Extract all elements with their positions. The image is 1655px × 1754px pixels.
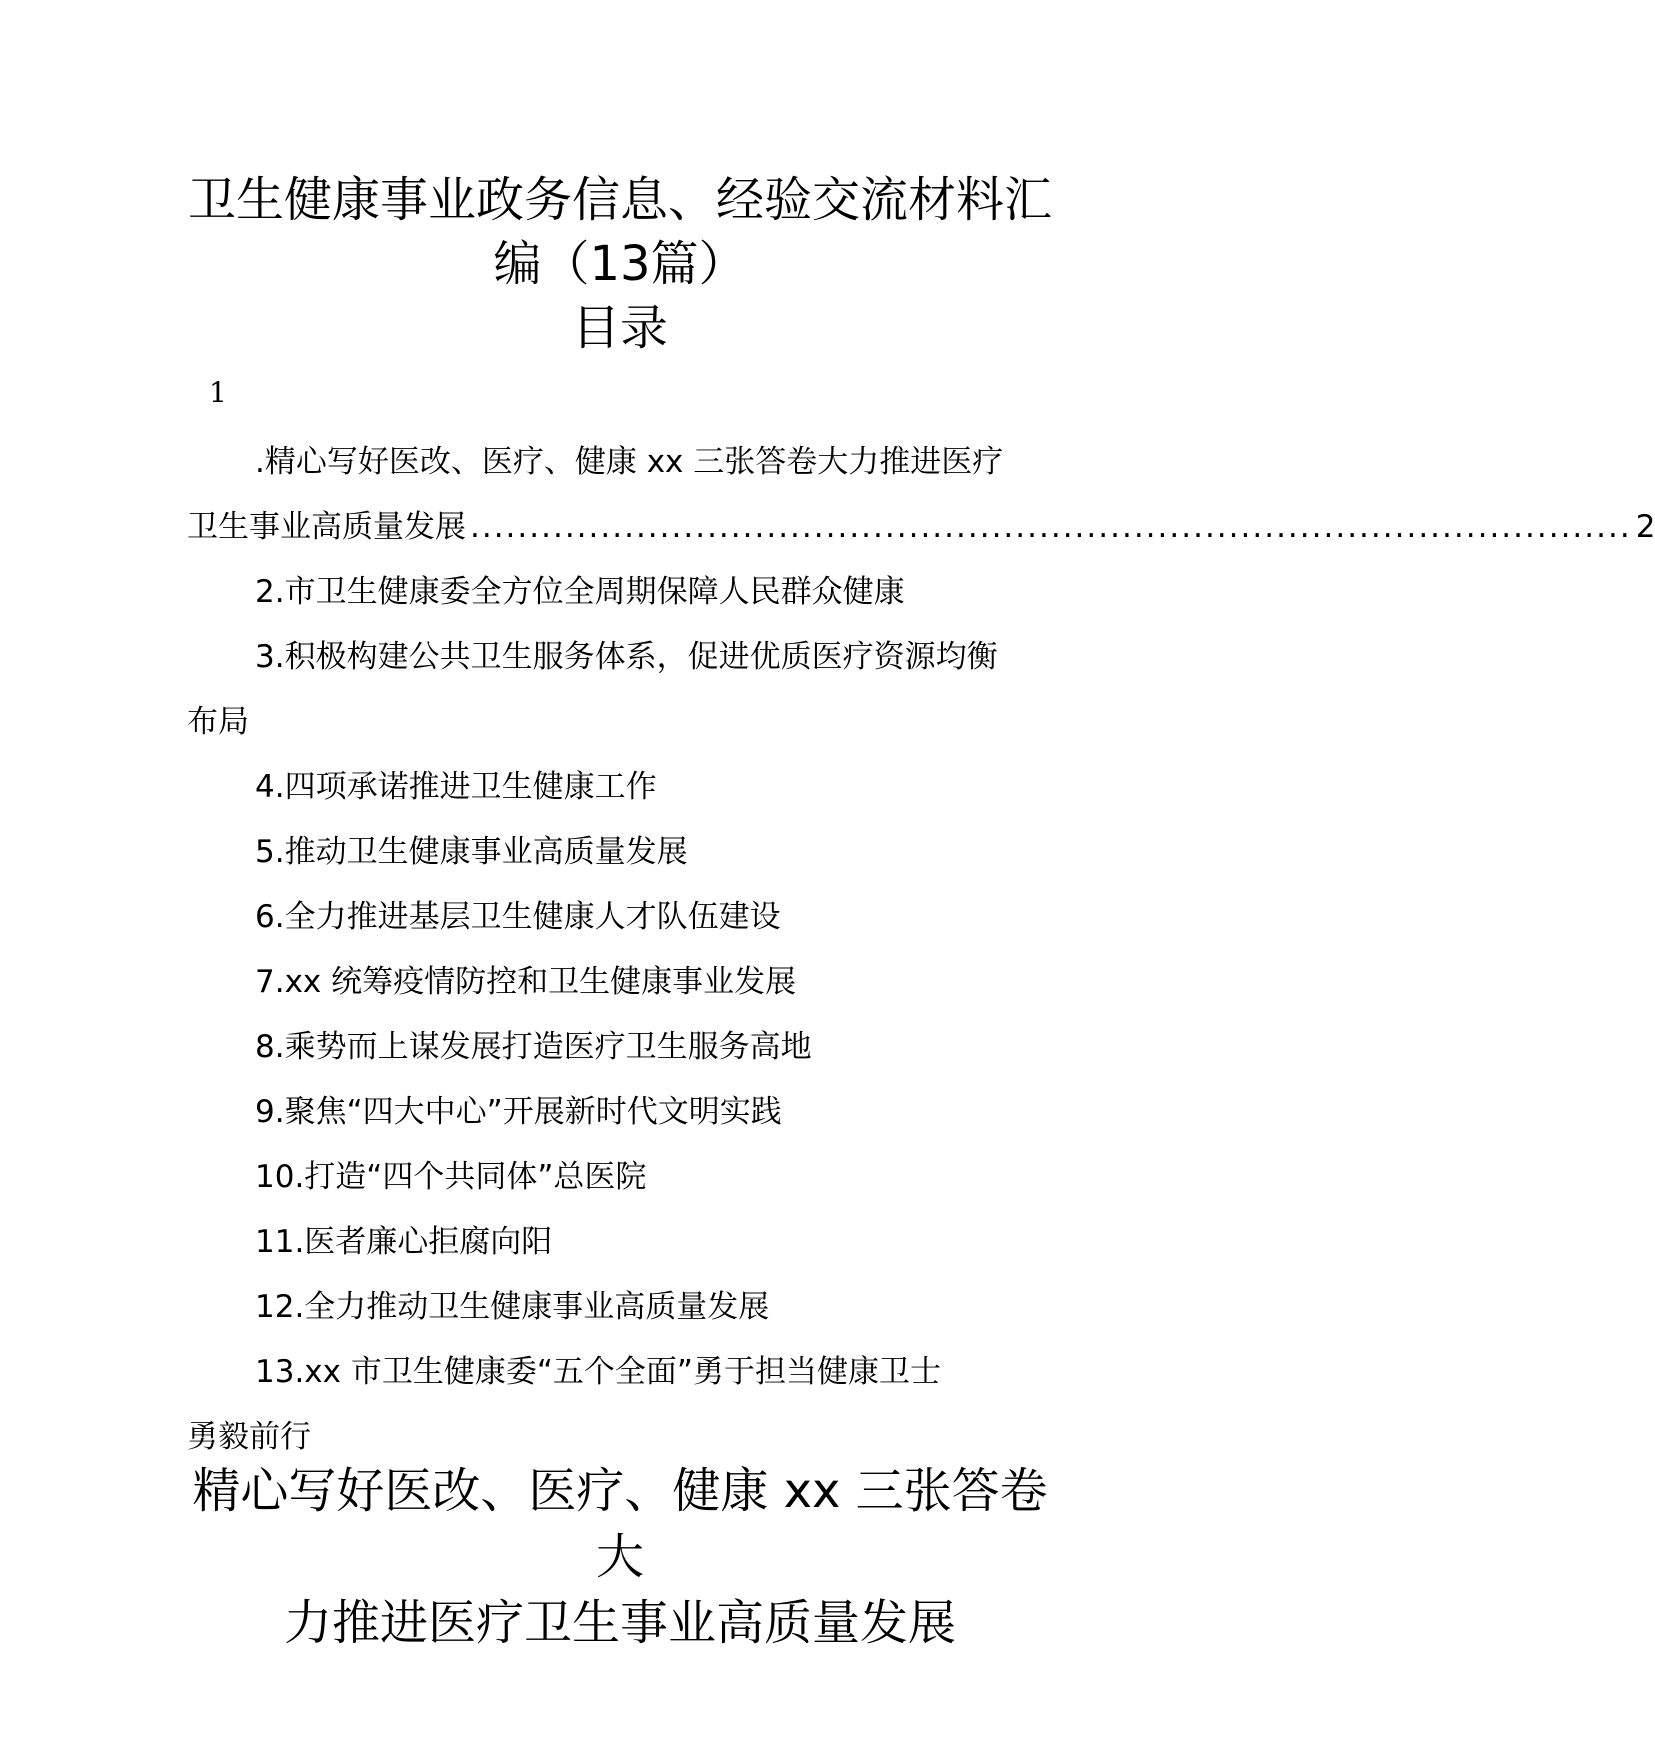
toc-item-4-label: 4.四项承诺推进卫生健康工作 xyxy=(255,769,657,805)
toc-item-13-line-2: 勇毅前行 xyxy=(187,1419,311,1455)
toc-item-3-line-2: 布局 xyxy=(187,704,249,740)
toc-item-9[interactable] xyxy=(187,1080,1053,1145)
toc-item-6[interactable] xyxy=(187,885,1053,950)
toc-item-1-leader-row xyxy=(187,495,1655,560)
toc-item-3-line-1: 3.积极构建公共卫生服务体系，促进优质医疗资源均衡 xyxy=(255,639,998,675)
toc-item-10-label: 10.打造“四个共同体”总医院 xyxy=(255,1159,647,1195)
toc-item-8[interactable] xyxy=(187,1015,1053,1080)
toc-leader-dots: .................................................................................................. xyxy=(470,509,1632,545)
toc-item-13-line-1: 13.xx 市卫生健康委“五个全面”勇于担当健康卫士 xyxy=(255,1354,941,1390)
toc-heading: 目录 xyxy=(571,300,668,356)
toc-item-12[interactable] xyxy=(187,1275,1053,1340)
section-title xyxy=(170,1458,1070,1656)
toc-item-5-label: 5.推动卫生健康事业高质量发展 xyxy=(255,834,688,870)
toc-item-6-label: 6.全力推进基层卫生健康人才队伍建设 xyxy=(255,899,781,935)
toc-item-1[interactable] xyxy=(187,430,1655,560)
toc-item-11-label: 11.医者廉心拒腐向阳 xyxy=(255,1224,553,1260)
toc-item-8-label: 8.乘势而上谋发展打造医疗卫生服务高地 xyxy=(255,1029,812,1065)
toc-item-2-label: 2.市卫生健康委全方位全周期保障人民群众健康 xyxy=(255,574,905,610)
page-marker: 1 xyxy=(209,376,227,409)
toc-item-4[interactable] xyxy=(187,755,1053,820)
toc-item-5[interactable] xyxy=(187,820,1053,885)
table-of-contents xyxy=(187,430,1655,1470)
toc-item-2[interactable] xyxy=(187,560,1053,625)
toc-item-7-label: 7.xx 统筹疫情防控和卫生健康事业发展 xyxy=(255,964,797,1000)
toc-item-11[interactable] xyxy=(187,1210,1053,1275)
toc-item-1-page-number: 2 xyxy=(1635,509,1655,545)
document-title-line-1: 卫生健康事业政务信息、经验交流材料汇 xyxy=(187,172,1052,228)
toc-item-10[interactable] xyxy=(187,1145,1053,1210)
toc-item-1-line-1: .精心写好医改、医疗、健康 xx 三张答卷大力推进医疗 xyxy=(255,444,1004,480)
document-title-line-2: 编（13篇） xyxy=(493,236,747,292)
toc-item-9-label: 9.聚焦“四大中心”开展新时代文明实践 xyxy=(255,1094,782,1130)
section-title-line-2: 力推进医疗卫生事业高质量发展 xyxy=(283,1595,956,1651)
toc-item-3[interactable] xyxy=(187,625,1053,755)
toc-item-1-line-2: 卫生事业高质量发展 xyxy=(187,509,466,545)
toc-item-7[interactable] xyxy=(187,950,1053,1015)
toc-item-12-label: 12.全力推动卫生健康事业高质量发展 xyxy=(255,1289,770,1325)
section-title-line-1: 精心写好医改、医疗、健康 xx 三张答卷大 xyxy=(192,1463,1048,1585)
toc-item-13[interactable] xyxy=(187,1340,1053,1470)
